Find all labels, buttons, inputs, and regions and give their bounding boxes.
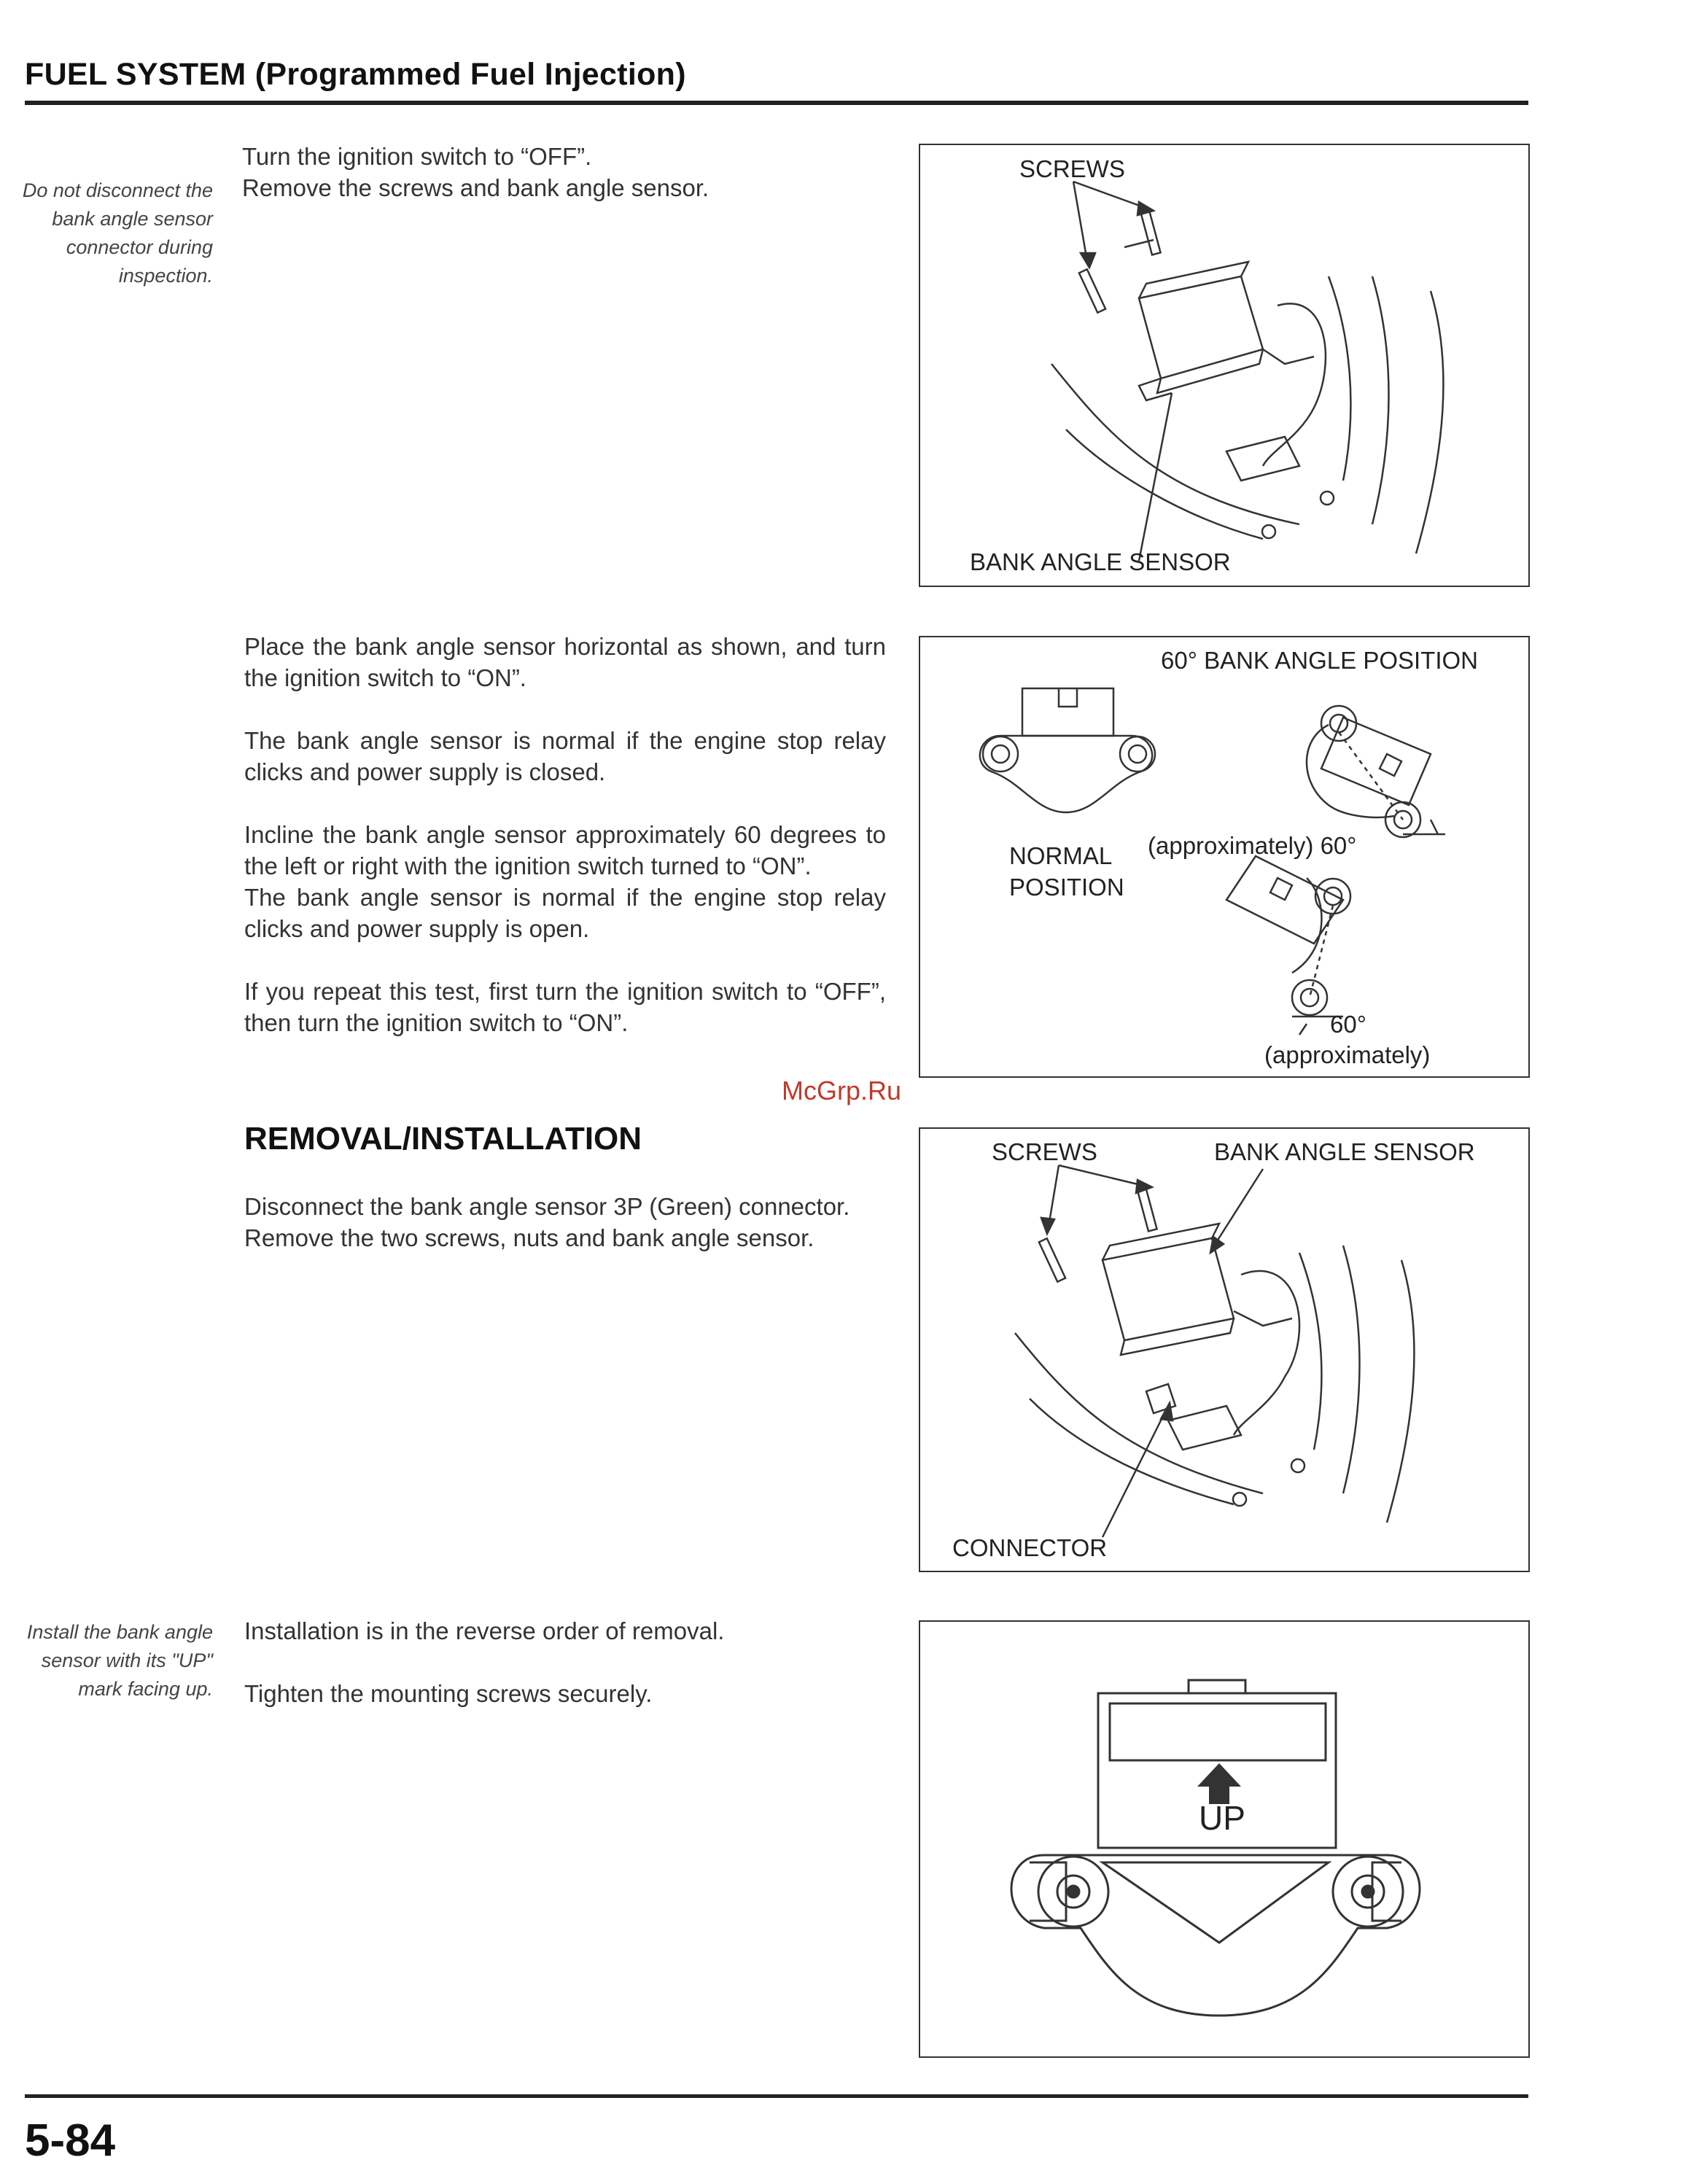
- step2-paragraph-4: The bank angle sensor is normal if the engine stop relay clicks and power supply is open.: [244, 884, 886, 942]
- install-paragraph-2: Tighten the mounting screws securely.: [244, 1680, 653, 1707]
- figure-sensor-location: [919, 144, 1530, 587]
- step2-paragraph-5: If you repeat this test, first turn the ignition switch to “OFF”, then turn the ignition switch to “ON”.: [244, 978, 886, 1036]
- removal-drawing: [920, 1129, 1528, 1571]
- fig3-sensor-label: BANK ANGLE SENSOR: [1214, 1138, 1475, 1165]
- step2-text: [244, 631, 886, 1070]
- fig2-angle-label: 60°: [1330, 1011, 1366, 1038]
- removal-paragraph-1: Disconnect the bank angle sensor 3P (Green) connector.: [244, 1193, 850, 1220]
- fig3-screws-label: SCREWS: [992, 1138, 1097, 1165]
- page-number: 5-84: [25, 2115, 116, 2166]
- figure-up-mark: [919, 1620, 1530, 2058]
- fig3-connector-label: CONNECTOR: [952, 1534, 1108, 1561]
- install-text: [244, 1615, 886, 1741]
- fig2-normal-line1: NORMAL: [1009, 842, 1113, 869]
- watermark: McGrp.Ru: [782, 1076, 902, 1105]
- fig2-approx-label: (approximately): [1264, 1041, 1431, 1068]
- header-divider: [25, 101, 1528, 105]
- step2-paragraph-3: Incline the bank angle sensor approximately 60 degrees to the left or right with the ignition switch turned to “ON”.: [244, 821, 886, 879]
- step2-paragraph-2: The bank angle sensor is normal if the engine stop relay clicks and power supply is closed.: [244, 727, 886, 785]
- leader-connector: [1103, 1406, 1168, 1537]
- footer-divider: [25, 2094, 1528, 2098]
- fig2-approx-left: (approximately) 60°: [1148, 832, 1357, 859]
- sensor-location-drawing: [920, 145, 1528, 586]
- step1-line2: Remove the screws and bank angle sensor.: [242, 174, 709, 201]
- install-paragraph-1: Installation is in the reverse order of removal.: [244, 1617, 725, 1644]
- fig2-normal-line2: POSITION: [1009, 874, 1124, 901]
- section-heading: REMOVAL/INSTALLATION: [244, 1121, 642, 1157]
- step1-text: [242, 141, 884, 203]
- page-title: FUEL SYSTEM (Programmed Fuel Injection): [25, 57, 686, 92]
- inspection-note: Do not disconnect the bank angle sensor connector during inspection.: [22, 179, 213, 287]
- up-mark-drawing: [920, 1622, 1528, 2056]
- figure-angle-positions: [919, 636, 1530, 1078]
- figure-removal: [919, 1127, 1530, 1572]
- install-note: Install the bank angle sensor with its "UP" mark facing up.: [26, 1621, 213, 1700]
- leader-sensor: [1139, 393, 1172, 561]
- fig1-sensor-label: BANK ANGLE SENSOR: [970, 548, 1231, 575]
- removal-text: [244, 1191, 886, 1254]
- fig2-position-title: 60° BANK ANGLE POSITION: [1161, 647, 1479, 674]
- removal-paragraph-2: Remove the two screws, nuts and bank angle sensor.: [244, 1224, 814, 1251]
- step2-paragraph-1: Place the bank angle sensor horizontal as shown, and turn the ignition switch to “ON”.: [244, 633, 886, 691]
- up-mark-label: UP: [1199, 1799, 1245, 1837]
- fig1-screws-label: SCREWS: [1019, 155, 1125, 182]
- step1-line1: Turn the ignition switch to “OFF”.: [242, 143, 592, 170]
